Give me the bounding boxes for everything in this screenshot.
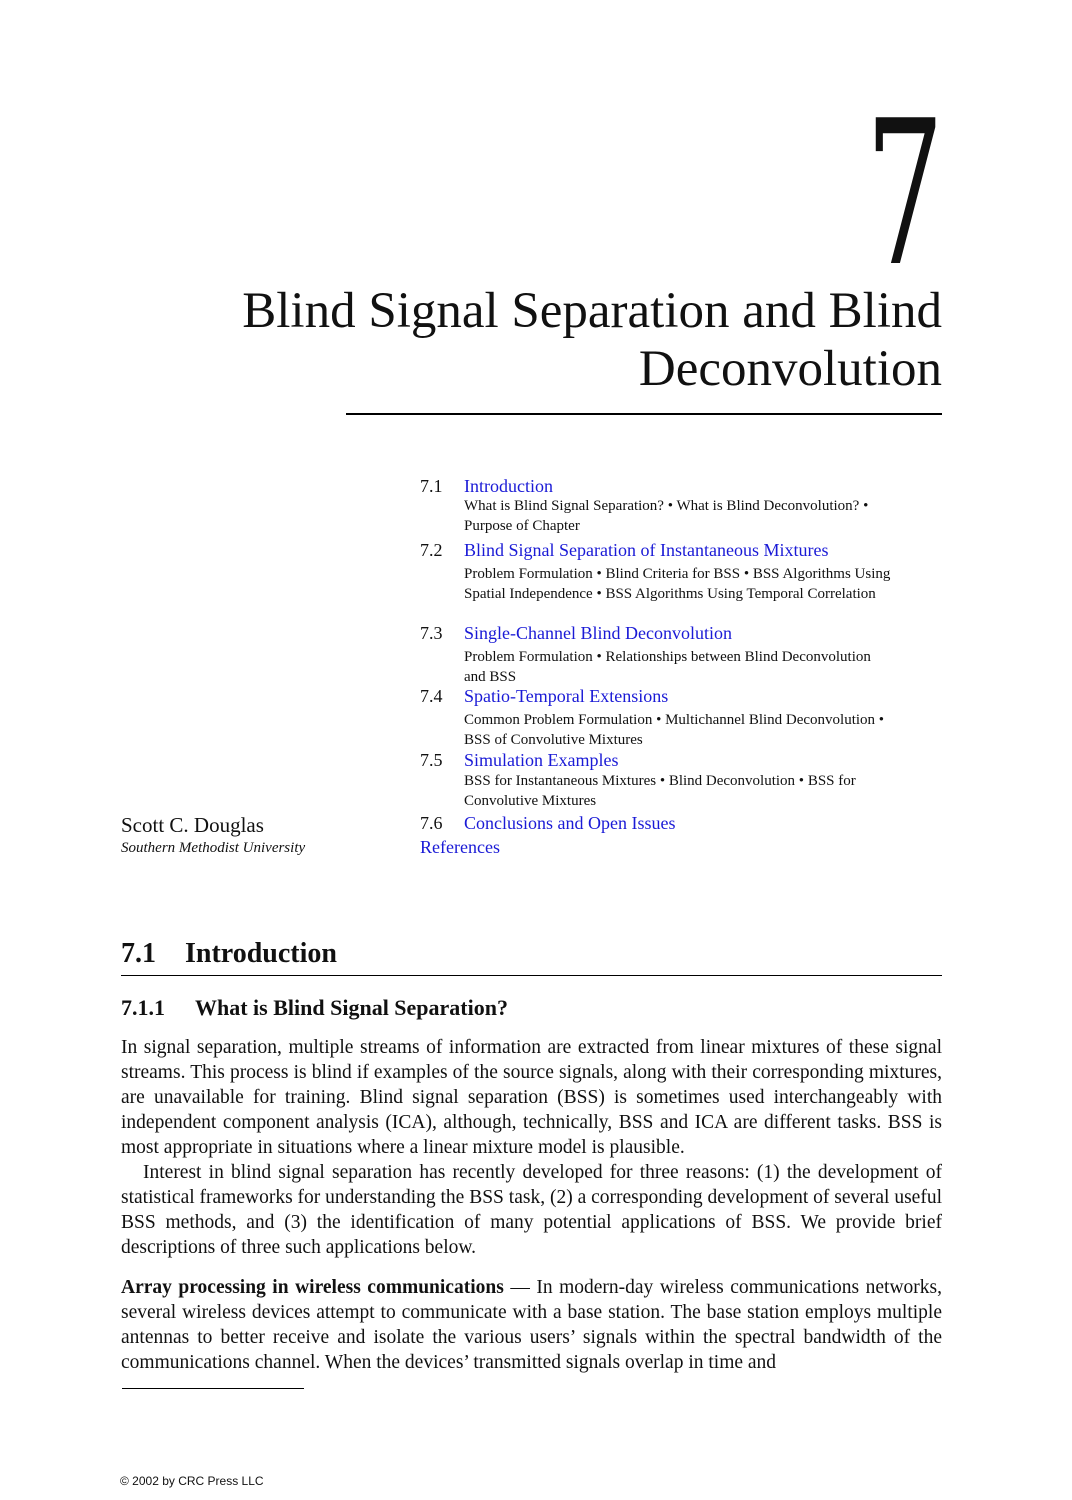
toc-number: 7.6 (420, 813, 443, 833)
subsection-number: 7.1.1 (121, 995, 165, 1020)
toc-link-bss-instantaneous[interactable]: Blind Signal Separation of Instantaneous Mixtures (464, 540, 829, 560)
body-paragraph-2: Interest in blind signal separation has recently developed for three reasons: (1) the development of statistical frameworks for understanding the BSS task, (2) a corresponding development of several useful BSS methods, and (3) the identification of many potential applications of BSS. We provide brief descriptions of three such applications below. (121, 1162, 942, 1258)
copyright-notice: © 2002 by CRC Press LLC (120, 1474, 264, 1488)
subsection-heading (121, 994, 508, 1022)
toc-link-single-channel[interactable]: Single-Channel Blind Deconvolution (464, 623, 732, 643)
toc-number: 7.3 (420, 623, 443, 643)
toc-number: 7.5 (420, 750, 443, 770)
subsection-title: What is Blind Signal Separation? (195, 995, 508, 1020)
toc-subtopics: What is Blind Signal Separation? • What is Blind Deconvolution? • Purpose of Chapter (464, 498, 869, 534)
author-name: Scott C. Douglas (121, 813, 264, 837)
chapter-number: 7 (865, 78, 944, 311)
toc-subtopics: Common Problem Formulation • Multichannel Blind Deconvolution • BSS of Convolutive Mixtures (464, 712, 885, 748)
paragraph-lead-in: Array processing in wireless communications (121, 1277, 504, 1298)
toc-number: 7.1 (420, 476, 443, 496)
toc-link-references[interactable]: References (420, 837, 500, 857)
toc-subtopics: Problem Formulation • Blind Criteria for BSS • BSS Algorithms Using Spatial Independence • BSS Algorithms Using Temporal Correlation (464, 566, 891, 602)
toc-number: 7.2 (420, 540, 443, 560)
chapter-title (122, 282, 942, 398)
body-paragraph-1: In signal separation, multiple streams of information are extracted from linear mixtures of these signal streams. This process is blind if examples of the source signals, along with their corresponding mixtures, are unavailable for training. Blind signal separation (BSS) is sometimes used interchangeably with independent component analysis (ICA), although, technically, BSS and ICA are different tasks. BSS is most appropriate in situations where a linear mixture model is plausible. (121, 1037, 942, 1158)
toc-link-conclusions[interactable]: Conclusions and Open Issues (464, 813, 676, 833)
section-number: 7.1 (121, 938, 156, 969)
paragraph-text: — In modern-day wireless communications networks, several wireless devices attempt to communicate with a base station. The base station employs multiple antennas to better receive and isolate the various users’ signals within the spectral bandwidth of the communications channel. When the devices’ transmitted signals overlap in time and (121, 1277, 942, 1373)
toc-subtopics: BSS for Instantaneous Mixtures • Blind Deconvolution • BSS for Convolutive Mixtures (464, 773, 856, 809)
section-rule (121, 975, 942, 976)
toc-link-simulation[interactable]: Simulation Examples (464, 750, 619, 770)
toc-number: 7.4 (420, 686, 443, 706)
body-paragraph-3 (121, 1275, 942, 1375)
toc-link-spatio-temporal[interactable]: Spatio-Temporal Extensions (464, 686, 669, 706)
chapter-title-line-1: Blind Signal Separation and Blind (242, 283, 942, 339)
author-affiliation: Southern Methodist University (121, 840, 306, 856)
section-heading (121, 937, 337, 971)
footnote-rule (122, 1388, 304, 1389)
toc-subtopics: Problem Formulation • Relationships between Blind Deconvolution and BSS (464, 649, 871, 685)
section-title: Introduction (185, 938, 337, 969)
toc-link-introduction[interactable]: Introduction (464, 476, 553, 496)
title-rule (346, 413, 942, 415)
chapter-title-line-2: Deconvolution (638, 341, 942, 397)
